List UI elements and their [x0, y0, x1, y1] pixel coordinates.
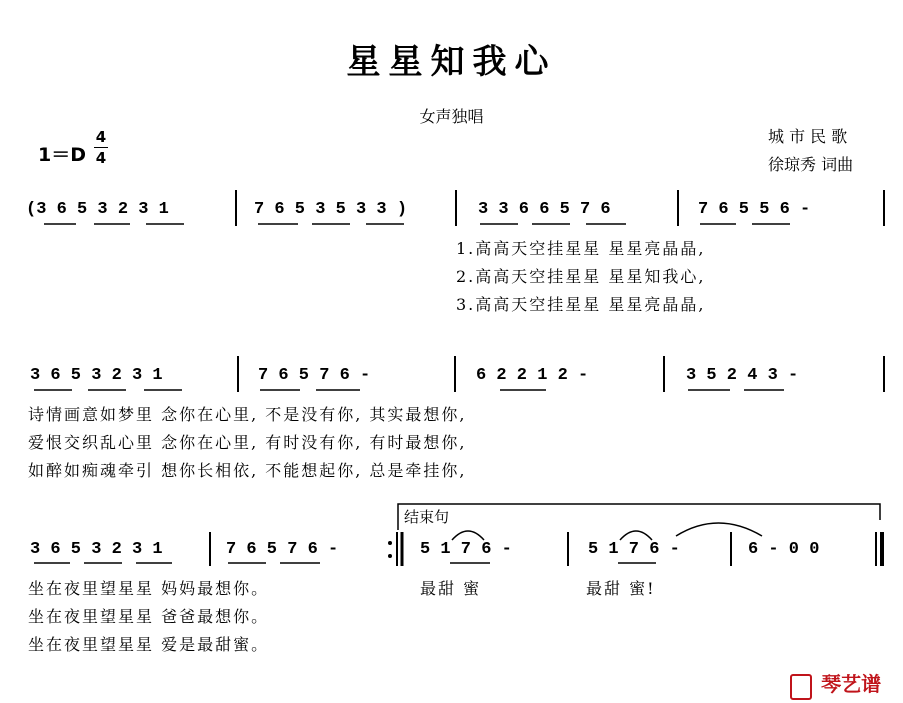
measure-notes: 5 1 7 6 - — [420, 540, 512, 559]
repeat-dot — [388, 554, 392, 558]
lyric-line: 2.高高天空挂星星 星星知我心, — [456, 267, 706, 286]
measure-notes: (3 6 5 3 2 3 1 — [26, 200, 169, 219]
logo-icon — [790, 674, 812, 700]
song-title: 星星知我心 — [346, 42, 557, 82]
lyric-line: 诗情画意如梦里 念你在心里, 不是没有你, 其实最想你, — [28, 405, 467, 424]
credit-source: 城 市 民 歌 — [768, 127, 848, 146]
measure-notes: 7 6 5 7 6 - — [258, 366, 371, 385]
repeat-dot — [388, 541, 392, 545]
ending-label: 结束句 — [404, 508, 450, 526]
lyric-line: 如醉如痴魂牵引 想你长相依, 不能想起你, 总是牵挂你, — [28, 461, 467, 480]
key-signature: 1＝D — [38, 144, 86, 166]
measure-notes: 3 3 6 6 5 7 6 — [478, 200, 611, 219]
lyric-line: 坐在夜里望星星 爸爸最想你。 — [28, 607, 270, 626]
tie — [676, 523, 762, 536]
slur — [452, 531, 484, 540]
time-signature-numerator: 4 — [95, 128, 107, 146]
credit-authors: 徐琼秀 词曲 — [768, 155, 854, 174]
measure-notes: 7 6 5 5 6 - — [698, 200, 811, 219]
measure-notes: 6 2 2 1 2 - — [476, 366, 589, 385]
slur — [620, 531, 652, 540]
logo-text: 琴艺谱 — [821, 672, 882, 696]
song-subtitle: 女声独唱 — [419, 107, 484, 126]
ending-lyric: 最甜 蜜 — [420, 579, 482, 598]
measure-notes: 7 6 5 7 6 - — [226, 540, 339, 559]
measure-notes: 3 6 5 3 2 3 1 — [30, 366, 163, 385]
measure-notes: 3 5 2 4 3 - — [686, 366, 799, 385]
lyric-line: 1.高高天空挂星星 星星亮晶晶, — [456, 239, 706, 258]
site-logo — [790, 668, 881, 700]
lyric-line: 爱恨交织乱心里 念你在心里, 有时没有你, 有时最想你, — [28, 433, 467, 452]
ending-lyric: 最甜 蜜! — [586, 579, 656, 598]
measure-notes: 6 - 0 0 — [748, 540, 820, 559]
ending-bracket — [398, 504, 880, 530]
measure-notes: 7 6 5 3 5 3 3 ) — [254, 200, 408, 219]
measure-notes: 5 1 7 6 - — [588, 540, 680, 559]
time-signature-denominator: 4 — [95, 149, 107, 167]
lyric-line: 坐在夜里望星星 爱是最甜蜜。 — [28, 635, 270, 654]
lyric-line: 3.高高天空挂星星 星星亮晶晶, — [456, 295, 706, 314]
lyric-line: 坐在夜里望星星 妈妈最想你。 — [28, 579, 270, 598]
measure-notes: 3 6 5 3 2 3 1 — [30, 540, 163, 559]
